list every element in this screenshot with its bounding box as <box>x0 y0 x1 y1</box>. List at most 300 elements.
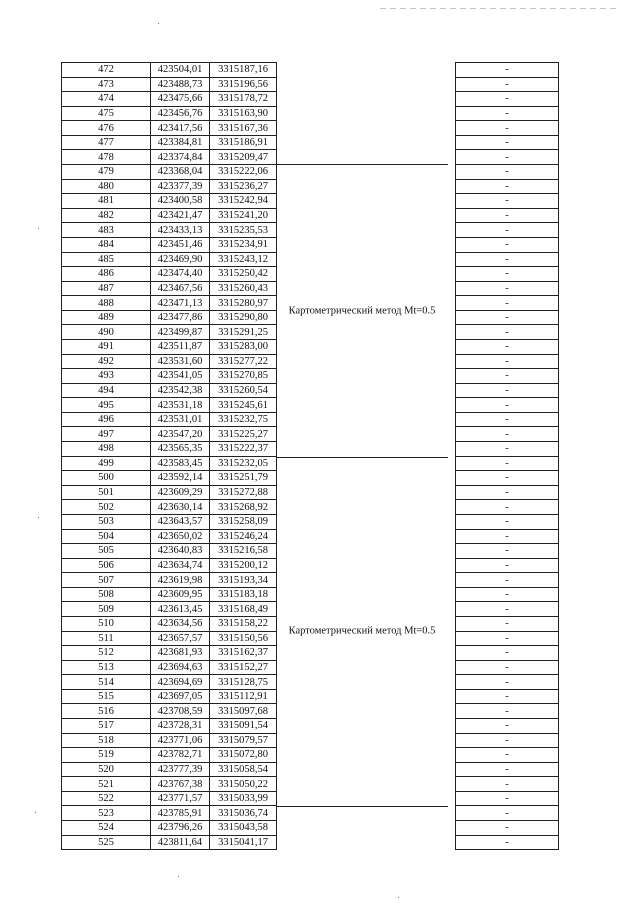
x-coordinate-cell: 423728,31 <box>151 719 210 734</box>
table-row <box>456 646 559 661</box>
table-row <box>456 398 559 413</box>
x-coordinate-cell: 423477,86 <box>151 310 210 325</box>
x-coordinate-cell: 423785,91 <box>151 806 210 821</box>
table-row <box>62 281 277 296</box>
table-row <box>456 631 559 646</box>
x-coordinate-cell: 423777,39 <box>151 762 210 777</box>
y-coordinate-cell: 3315091,54 <box>210 719 277 734</box>
scan-artifact <box>398 897 399 898</box>
y-coordinate-cell: 3315268,92 <box>210 500 277 515</box>
note-cell: - <box>456 63 559 78</box>
table-row <box>456 762 559 777</box>
table-row <box>456 500 559 515</box>
note-cell: - <box>456 267 559 282</box>
point-number-cell: 507 <box>62 573 151 588</box>
y-coordinate-cell: 3315150,56 <box>210 631 277 646</box>
x-coordinate-cell: 423384,81 <box>151 135 210 150</box>
method-label: Картометрический метод Mt=0.5 <box>288 305 436 317</box>
y-coordinate-cell: 3315290,80 <box>210 310 277 325</box>
y-coordinate-cell: 3315167,36 <box>210 121 277 136</box>
y-coordinate-cell: 3315225,27 <box>210 427 277 442</box>
x-coordinate-cell: 423681,93 <box>151 646 210 661</box>
table-row <box>62 485 277 500</box>
y-coordinate-cell: 3315200,12 <box>210 558 277 573</box>
y-coordinate-cell: 3315242,94 <box>210 194 277 209</box>
notes-table <box>455 62 559 850</box>
point-number-cell: 488 <box>62 296 151 311</box>
y-coordinate-cell: 3315236,27 <box>210 179 277 194</box>
table-row <box>456 835 559 850</box>
method-block <box>276 164 448 458</box>
table-row <box>62 92 277 107</box>
y-coordinate-cell: 3315232,05 <box>210 456 277 471</box>
scan-artifact <box>158 23 159 24</box>
x-coordinate-cell: 423421,47 <box>151 208 210 223</box>
note-cell: - <box>456 383 559 398</box>
x-coordinate-cell: 423640,83 <box>151 544 210 559</box>
note-cell: - <box>456 369 559 384</box>
x-coordinate-cell: 423650,02 <box>151 529 210 544</box>
table-row <box>456 777 559 792</box>
x-coordinate-cell: 423511,87 <box>151 339 210 354</box>
point-number-cell: 510 <box>62 616 151 631</box>
note-cell: - <box>456 675 559 690</box>
x-coordinate-cell: 423767,38 <box>151 777 210 792</box>
y-coordinate-cell: 3315270,85 <box>210 369 277 384</box>
table-row <box>456 616 559 631</box>
table-row <box>62 602 277 617</box>
method-column <box>276 62 448 849</box>
note-cell: - <box>456 77 559 92</box>
table-row <box>62 296 277 311</box>
x-coordinate-cell: 423796,26 <box>151 821 210 836</box>
table-row <box>62 135 277 150</box>
table-row <box>62 150 277 165</box>
table-row <box>62 237 277 252</box>
x-coordinate-cell: 423474,40 <box>151 267 210 282</box>
note-cell: - <box>456 646 559 661</box>
note-cell: - <box>456 135 559 150</box>
y-coordinate-cell: 3315186,91 <box>210 135 277 150</box>
y-coordinate-cell: 3315036,74 <box>210 806 277 821</box>
point-number-cell: 504 <box>62 529 151 544</box>
note-cell: - <box>456 442 559 457</box>
table-row <box>456 281 559 296</box>
point-number-cell: 480 <box>62 179 151 194</box>
point-number-cell: 501 <box>62 485 151 500</box>
point-number-cell: 508 <box>62 587 151 602</box>
table-row <box>62 194 277 209</box>
y-coordinate-cell: 3315097,68 <box>210 704 277 719</box>
note-cell: - <box>456 427 559 442</box>
x-coordinate-cell: 423592,14 <box>151 471 210 486</box>
table-row <box>62 558 277 573</box>
y-coordinate-cell: 3315260,54 <box>210 383 277 398</box>
note-cell: - <box>456 558 559 573</box>
note-cell: - <box>456 689 559 704</box>
scan-artifact <box>38 517 39 518</box>
method-block <box>276 456 448 807</box>
y-coordinate-cell: 3315183,18 <box>210 587 277 602</box>
note-cell: - <box>456 500 559 515</box>
table-row <box>62 369 277 384</box>
table-row <box>456 310 559 325</box>
point-number-cell: 491 <box>62 339 151 354</box>
point-number-cell: 497 <box>62 427 151 442</box>
note-cell: - <box>456 310 559 325</box>
point-number-cell: 492 <box>62 354 151 369</box>
point-number-cell: 496 <box>62 412 151 427</box>
point-number-cell: 503 <box>62 514 151 529</box>
x-coordinate-cell: 423456,76 <box>151 106 210 121</box>
coordinates-table <box>61 62 277 850</box>
x-coordinate-cell: 423374,84 <box>151 150 210 165</box>
point-number-cell: 494 <box>62 383 151 398</box>
table-row <box>62 835 277 850</box>
table-row <box>456 660 559 675</box>
table-row <box>456 442 559 457</box>
x-coordinate-cell: 423657,57 <box>151 631 210 646</box>
x-coordinate-cell: 423565,35 <box>151 442 210 457</box>
note-cell: - <box>456 544 559 559</box>
table-row <box>62 748 277 763</box>
note-cell: - <box>456 398 559 413</box>
note-cell: - <box>456 587 559 602</box>
note-cell: - <box>456 237 559 252</box>
y-coordinate-cell: 3315168,49 <box>210 602 277 617</box>
table-row <box>456 704 559 719</box>
point-number-cell: 506 <box>62 558 151 573</box>
point-number-cell: 519 <box>62 748 151 763</box>
table-row <box>456 135 559 150</box>
y-coordinate-cell: 3315216,58 <box>210 544 277 559</box>
table-row <box>62 325 277 340</box>
note-cell: - <box>456 602 559 617</box>
x-coordinate-cell: 423694,63 <box>151 660 210 675</box>
table-row <box>62 442 277 457</box>
point-number-cell: 512 <box>62 646 151 661</box>
table-row <box>62 165 277 180</box>
note-cell: - <box>456 631 559 646</box>
x-coordinate-cell: 423531,18 <box>151 398 210 413</box>
note-cell: - <box>456 529 559 544</box>
y-coordinate-cell: 3315058,54 <box>210 762 277 777</box>
table-row <box>62 777 277 792</box>
point-number-cell: 475 <box>62 106 151 121</box>
x-coordinate-cell: 423547,20 <box>151 427 210 442</box>
table-row <box>62 646 277 661</box>
table-row <box>456 252 559 267</box>
x-coordinate-cell: 423694,69 <box>151 675 210 690</box>
y-coordinate-cell: 3315033,99 <box>210 791 277 806</box>
table-row <box>62 806 277 821</box>
note-cell: - <box>456 150 559 165</box>
table-row <box>62 471 277 486</box>
table-row <box>62 267 277 282</box>
point-number-cell: 486 <box>62 267 151 282</box>
point-number-cell: 524 <box>62 821 151 836</box>
table-row <box>62 310 277 325</box>
table-row <box>62 529 277 544</box>
table-row <box>62 762 277 777</box>
table-row <box>456 179 559 194</box>
table-row <box>456 821 559 836</box>
point-number-cell: 482 <box>62 208 151 223</box>
x-coordinate-cell: 423541,05 <box>151 369 210 384</box>
y-coordinate-cell: 3315079,57 <box>210 733 277 748</box>
note-cell: - <box>456 791 559 806</box>
note-cell: - <box>456 573 559 588</box>
table-row <box>62 223 277 238</box>
point-number-cell: 483 <box>62 223 151 238</box>
scan-artifact <box>35 812 36 813</box>
x-coordinate-cell: 423634,56 <box>151 616 210 631</box>
x-coordinate-cell: 423531,60 <box>151 354 210 369</box>
note-cell: - <box>456 412 559 427</box>
note-cell: - <box>456 821 559 836</box>
y-coordinate-cell: 3315277,22 <box>210 354 277 369</box>
point-number-cell: 514 <box>62 675 151 690</box>
table-row <box>456 92 559 107</box>
x-coordinate-cell: 423469,90 <box>151 252 210 267</box>
x-coordinate-cell: 423451,46 <box>151 237 210 252</box>
point-number-cell: 495 <box>62 398 151 413</box>
point-number-cell: 493 <box>62 369 151 384</box>
x-coordinate-cell: 423630,14 <box>151 500 210 515</box>
note-cell: - <box>456 660 559 675</box>
y-coordinate-cell: 3315112,91 <box>210 689 277 704</box>
point-number-cell: 485 <box>62 252 151 267</box>
x-coordinate-cell: 423613,45 <box>151 602 210 617</box>
point-number-cell: 500 <box>62 471 151 486</box>
table-row <box>62 631 277 646</box>
y-coordinate-cell: 3315043,58 <box>210 821 277 836</box>
table-row <box>456 339 559 354</box>
x-coordinate-cell: 423368,04 <box>151 165 210 180</box>
x-coordinate-cell: 423542,38 <box>151 383 210 398</box>
note-cell: - <box>456 762 559 777</box>
table-row <box>456 748 559 763</box>
table-row <box>62 719 277 734</box>
table-row <box>456 427 559 442</box>
point-number-cell: 481 <box>62 194 151 209</box>
table-row <box>62 704 277 719</box>
table-row <box>62 383 277 398</box>
y-coordinate-cell: 3315246,24 <box>210 529 277 544</box>
y-coordinate-cell: 3315232,75 <box>210 412 277 427</box>
x-coordinate-cell: 423433,13 <box>151 223 210 238</box>
y-coordinate-cell: 3315196,56 <box>210 77 277 92</box>
x-coordinate-cell: 423499,87 <box>151 325 210 340</box>
table-row <box>456 150 559 165</box>
note-cell: - <box>456 106 559 121</box>
y-coordinate-cell: 3315072,80 <box>210 748 277 763</box>
point-number-cell: 477 <box>62 135 151 150</box>
y-coordinate-cell: 3315258,09 <box>210 514 277 529</box>
y-coordinate-cell: 3315235,53 <box>210 223 277 238</box>
y-coordinate-cell: 3315222,37 <box>210 442 277 457</box>
table-row <box>62 106 277 121</box>
table-row <box>62 412 277 427</box>
point-number-cell: 474 <box>62 92 151 107</box>
notes-table-body <box>456 63 559 850</box>
table-row <box>456 296 559 311</box>
table-row <box>62 514 277 529</box>
point-number-cell: 505 <box>62 544 151 559</box>
table-row <box>62 252 277 267</box>
table-row <box>62 121 277 136</box>
x-coordinate-cell: 423609,95 <box>151 587 210 602</box>
table-row <box>62 427 277 442</box>
table-row <box>456 529 559 544</box>
x-coordinate-cell: 423811,64 <box>151 835 210 850</box>
point-number-cell: 522 <box>62 791 151 806</box>
method-label: Картометрический метод Mt=0.5 <box>288 625 436 637</box>
point-number-cell: 484 <box>62 237 151 252</box>
x-coordinate-cell: 423697,05 <box>151 689 210 704</box>
x-coordinate-cell: 423475,66 <box>151 92 210 107</box>
point-number-cell: 489 <box>62 310 151 325</box>
y-coordinate-cell: 3315251,79 <box>210 471 277 486</box>
y-coordinate-cell: 3315158,22 <box>210 616 277 631</box>
y-coordinate-cell: 3315222,06 <box>210 165 277 180</box>
point-number-cell: 502 <box>62 500 151 515</box>
note-cell: - <box>456 281 559 296</box>
note-cell: - <box>456 121 559 136</box>
x-coordinate-cell: 423643,57 <box>151 514 210 529</box>
table-row <box>456 471 559 486</box>
table-row <box>456 544 559 559</box>
note-cell: - <box>456 339 559 354</box>
point-number-cell: 498 <box>62 442 151 457</box>
note-cell: - <box>456 456 559 471</box>
x-coordinate-cell: 423417,56 <box>151 121 210 136</box>
y-coordinate-cell: 3315291,25 <box>210 325 277 340</box>
table-row <box>62 660 277 675</box>
y-coordinate-cell: 3315041,17 <box>210 835 277 850</box>
table-row <box>62 500 277 515</box>
scan-artifact <box>178 876 179 877</box>
point-number-cell: 472 <box>62 63 151 78</box>
point-number-cell: 523 <box>62 806 151 821</box>
x-coordinate-cell: 423504,01 <box>151 63 210 78</box>
y-coordinate-cell: 3315050,22 <box>210 777 277 792</box>
note-cell: - <box>456 704 559 719</box>
table-row <box>456 194 559 209</box>
x-coordinate-cell: 423771,57 <box>151 791 210 806</box>
y-coordinate-cell: 3315178,72 <box>210 92 277 107</box>
point-number-cell: 490 <box>62 325 151 340</box>
point-number-cell: 518 <box>62 733 151 748</box>
table-row <box>456 806 559 821</box>
note-cell: - <box>456 92 559 107</box>
note-cell: - <box>456 296 559 311</box>
note-cell: - <box>456 806 559 821</box>
table-row <box>456 573 559 588</box>
point-number-cell: 520 <box>62 762 151 777</box>
note-cell: - <box>456 616 559 631</box>
y-coordinate-cell: 3315152,27 <box>210 660 277 675</box>
table-row <box>62 339 277 354</box>
table-row <box>62 456 277 471</box>
point-number-cell: 521 <box>62 777 151 792</box>
table-row <box>456 412 559 427</box>
table-row <box>456 558 559 573</box>
y-coordinate-cell: 3315245,61 <box>210 398 277 413</box>
note-cell: - <box>456 208 559 223</box>
y-coordinate-cell: 3315272,88 <box>210 485 277 500</box>
table-row <box>456 369 559 384</box>
note-cell: - <box>456 354 559 369</box>
table-row <box>456 791 559 806</box>
table-row <box>62 179 277 194</box>
point-number-cell: 516 <box>62 704 151 719</box>
table-row <box>456 733 559 748</box>
table-row <box>456 325 559 340</box>
table-row <box>456 587 559 602</box>
table-row <box>456 719 559 734</box>
point-number-cell: 517 <box>62 719 151 734</box>
x-coordinate-cell: 423531,01 <box>151 412 210 427</box>
table-row <box>456 77 559 92</box>
table-row <box>62 791 277 806</box>
note-cell: - <box>456 165 559 180</box>
note-cell: - <box>456 325 559 340</box>
table-row <box>62 573 277 588</box>
table-row <box>62 733 277 748</box>
table-row <box>62 675 277 690</box>
table-row <box>456 689 559 704</box>
point-number-cell: 509 <box>62 602 151 617</box>
y-coordinate-cell: 3315250,42 <box>210 267 277 282</box>
table-row <box>62 77 277 92</box>
table-row <box>456 208 559 223</box>
table-row <box>456 165 559 180</box>
point-number-cell: 499 <box>62 456 151 471</box>
table-row <box>456 485 559 500</box>
table-row <box>456 456 559 471</box>
table-row <box>456 121 559 136</box>
table-row <box>62 544 277 559</box>
note-cell: - <box>456 514 559 529</box>
point-number-cell: 476 <box>62 121 151 136</box>
point-number-cell: 515 <box>62 689 151 704</box>
table-row <box>456 354 559 369</box>
y-coordinate-cell: 3315209,47 <box>210 150 277 165</box>
x-coordinate-cell: 423377,39 <box>151 179 210 194</box>
note-cell: - <box>456 719 559 734</box>
y-coordinate-cell: 3315234,91 <box>210 237 277 252</box>
note-cell: - <box>456 733 559 748</box>
table-row <box>62 354 277 369</box>
note-cell: - <box>456 223 559 238</box>
table-row <box>62 63 277 78</box>
x-coordinate-cell: 423634,74 <box>151 558 210 573</box>
point-number-cell: 525 <box>62 835 151 850</box>
x-coordinate-cell: 423619,98 <box>151 573 210 588</box>
y-coordinate-cell: 3315162,37 <box>210 646 277 661</box>
table-row <box>62 689 277 704</box>
note-cell: - <box>456 471 559 486</box>
x-coordinate-cell: 423782,71 <box>151 748 210 763</box>
table-row <box>456 267 559 282</box>
point-number-cell: 511 <box>62 631 151 646</box>
y-coordinate-cell: 3315128,75 <box>210 675 277 690</box>
table-row <box>456 106 559 121</box>
x-coordinate-cell: 423708,59 <box>151 704 210 719</box>
table-row <box>456 602 559 617</box>
x-coordinate-cell: 423467,56 <box>151 281 210 296</box>
